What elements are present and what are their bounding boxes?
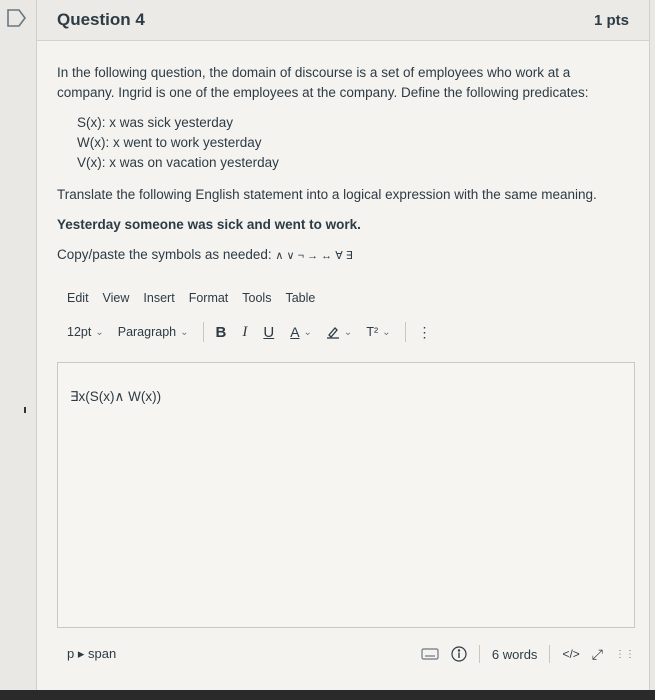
symbols-list: ∧ ∨ ¬ → ↔ ∀ ∃ xyxy=(275,250,353,262)
menu-tools[interactable]: Tools xyxy=(242,291,272,305)
editor-toolbar xyxy=(57,318,635,346)
menu-edit[interactable]: Edit xyxy=(67,291,89,305)
menu-format[interactable]: Format xyxy=(188,291,229,305)
chevron-down-icon: ⌄ xyxy=(303,326,312,338)
html-editor-toggle[interactable]: </> xyxy=(562,647,580,661)
font-size-value: 12pt xyxy=(67,325,92,339)
answer-text: ∃x(S(x)∧ W(x)) xyxy=(70,389,162,404)
menu-view[interactable]: View xyxy=(102,291,130,305)
question-points: 1 pts xyxy=(593,11,629,29)
flag-icon[interactable] xyxy=(6,8,28,28)
chevron-down-icon: ⌄ xyxy=(95,326,104,338)
margin-mark xyxy=(24,407,26,413)
answer-textarea[interactable] xyxy=(57,362,635,628)
text-color-icon: A xyxy=(290,324,300,340)
keyboard-icon[interactable] xyxy=(421,647,439,661)
highlight-button[interactable] xyxy=(326,325,352,339)
predicate-v: V(x): x was on vacation yesterday xyxy=(77,155,279,170)
font-size-select[interactable] xyxy=(67,325,104,339)
chevron-down-icon: ⌄ xyxy=(343,326,353,338)
chevron-down-icon: ⌄ xyxy=(180,326,189,338)
toolbar-divider xyxy=(405,322,406,342)
question-card xyxy=(36,0,650,690)
chevron-down-icon: ⌄ xyxy=(382,326,391,338)
editor-statusbar xyxy=(57,640,635,668)
statusbar-right xyxy=(409,645,635,663)
editor-menubar xyxy=(57,286,635,310)
menu-table[interactable]: Table xyxy=(285,291,316,305)
superscript-icon: T² xyxy=(366,325,379,339)
rich-text-editor xyxy=(57,286,635,668)
resize-handle-icon[interactable]: ⋮⋮ xyxy=(615,648,635,660)
toolbar-divider xyxy=(203,322,204,342)
menu-insert[interactable]: Insert xyxy=(143,291,175,305)
more-options-icon[interactable]: ⋮ xyxy=(417,323,432,340)
statement-text: Yesterday someone was sick and went to work. xyxy=(57,217,361,232)
highlighter-icon xyxy=(326,325,340,339)
predicate-w: W(x): x went to work yesterday xyxy=(77,135,262,150)
italic-button[interactable]: I xyxy=(242,323,248,340)
question-body xyxy=(37,41,649,266)
statusbar-divider xyxy=(549,645,550,663)
instruction-text: Translate the following English statement into a logical expression with the same meaning. xyxy=(57,187,597,202)
element-path[interactable]: p ▸ span xyxy=(67,646,117,661)
underline-button[interactable]: U xyxy=(263,323,275,341)
symbols-label: Copy/paste the symbols as needed: xyxy=(57,247,272,262)
predicate-list xyxy=(77,113,629,173)
question-title: Question 4 xyxy=(57,10,145,29)
block-format-select[interactable] xyxy=(118,325,189,339)
symbols-line xyxy=(57,245,629,266)
bottom-bar xyxy=(0,690,655,700)
text-color-button[interactable] xyxy=(290,324,312,340)
fullscreen-icon[interactable]: ⤢ xyxy=(591,645,603,662)
word-count: 6 words xyxy=(491,646,538,662)
predicate-s: S(x): x was sick yesterday xyxy=(77,115,234,130)
block-format-value: Paragraph xyxy=(117,325,177,339)
superscript-button[interactable] xyxy=(366,325,390,339)
question-header xyxy=(37,0,649,41)
accessibility-icon[interactable] xyxy=(451,646,467,662)
statusbar-divider xyxy=(479,645,480,663)
question-intro: In the following question, the domain of discourse is a set of employees who work at a company. Ingrid is one of the employees at the company. Define the following predicates: xyxy=(57,65,589,100)
bold-button[interactable]: B xyxy=(215,323,227,341)
